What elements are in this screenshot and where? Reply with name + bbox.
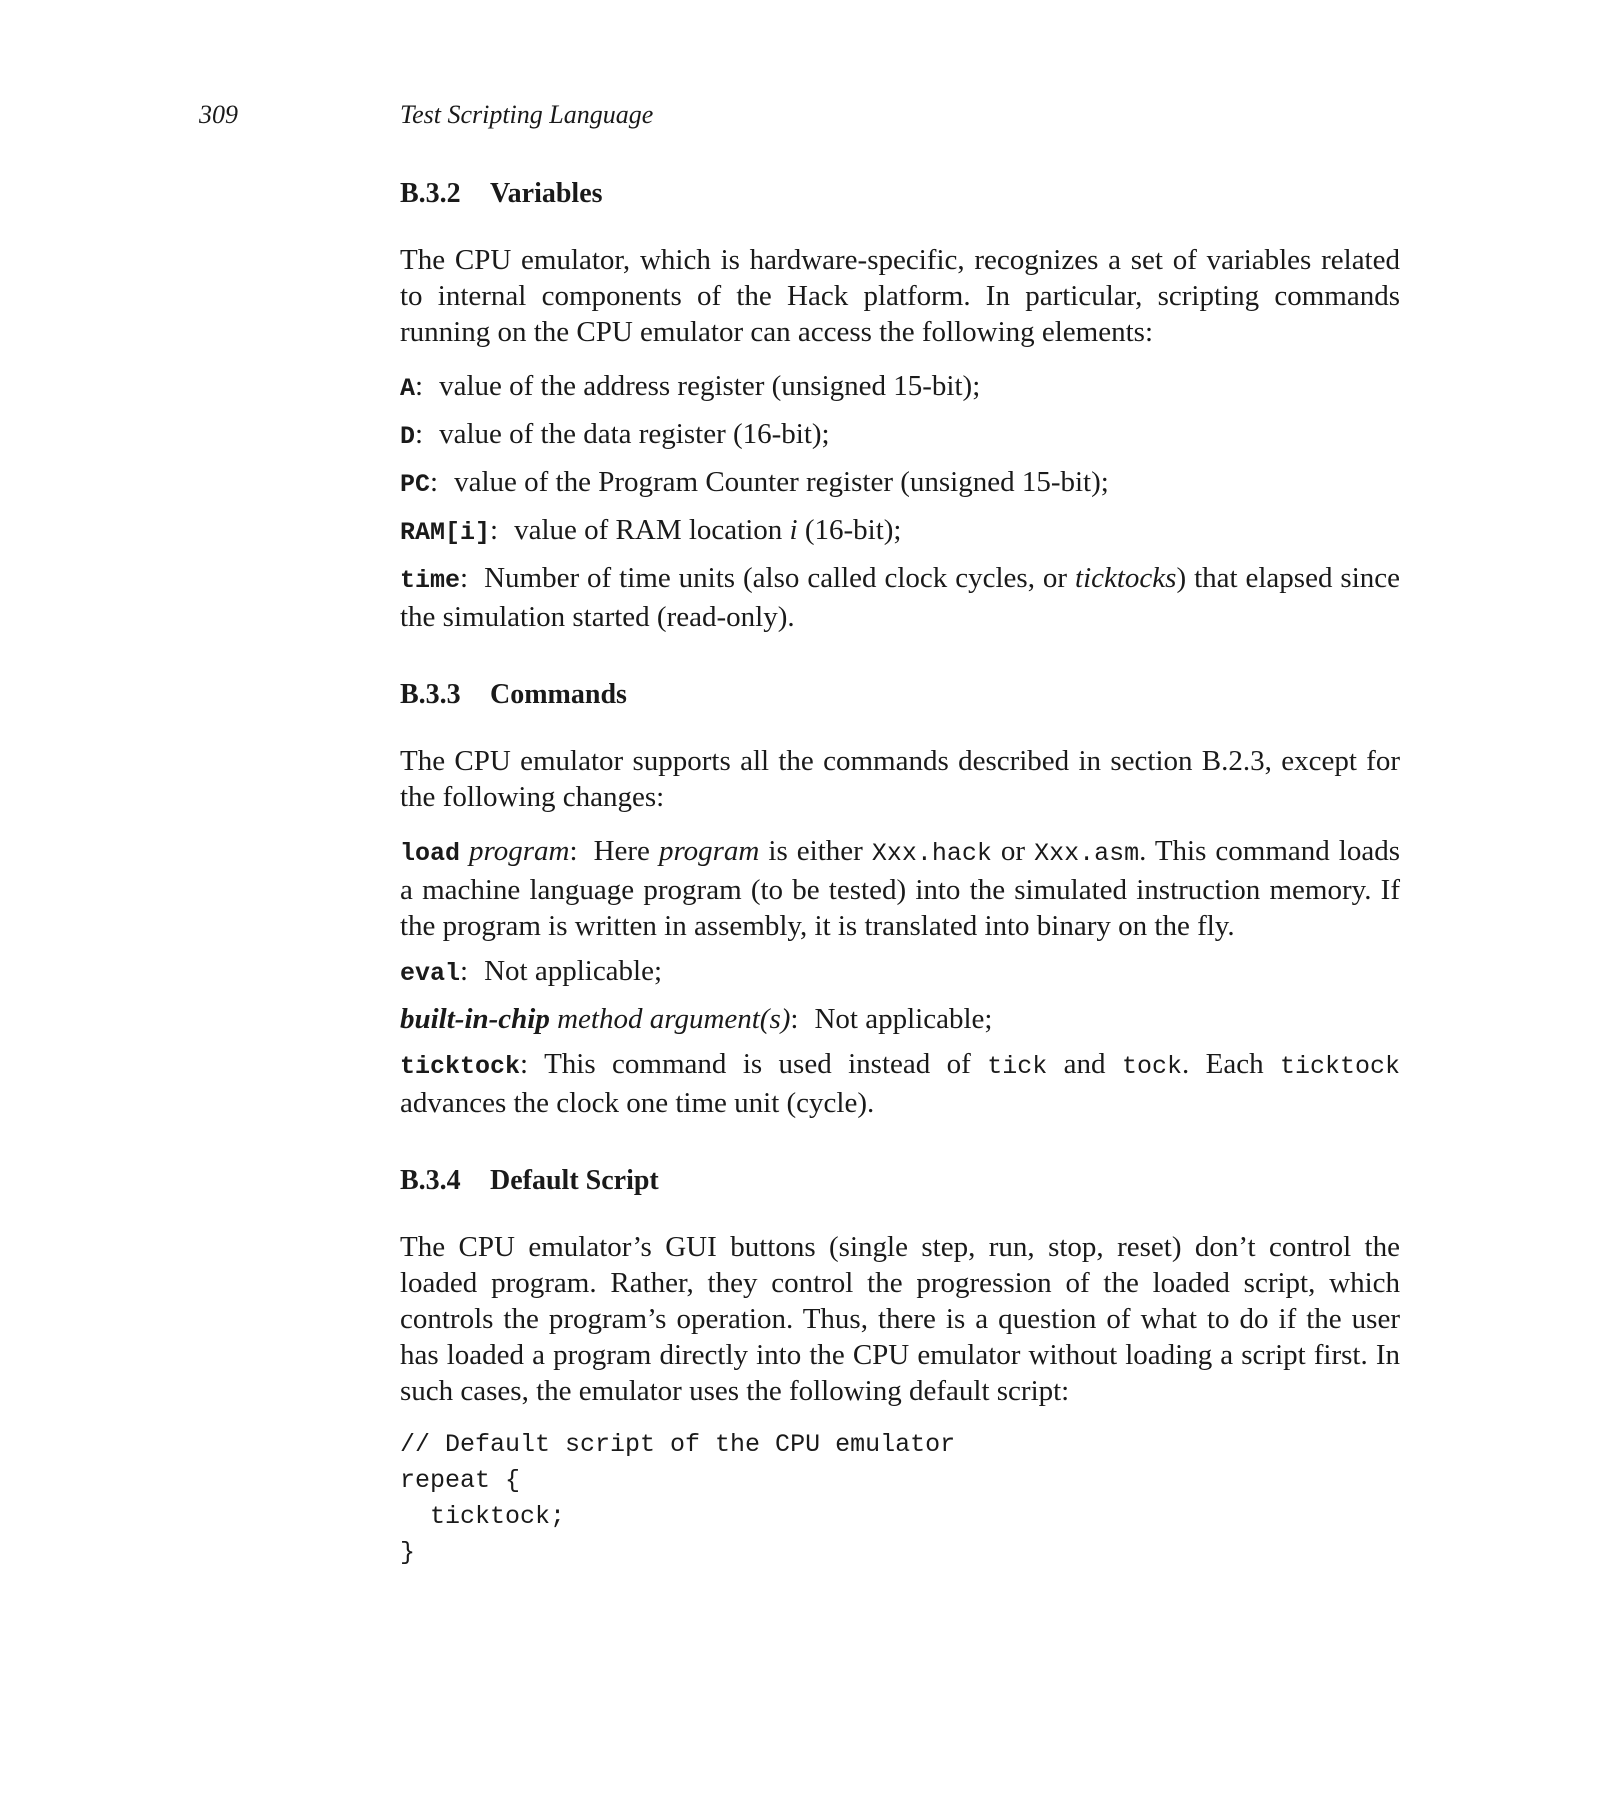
page-content — [400, 176, 1400, 1571]
section-title: Default Script — [490, 1165, 659, 1196]
variable-term: PC — [400, 470, 431, 499]
variable-term: D — [400, 422, 416, 451]
variable-item-time — [400, 560, 1400, 635]
command-desc-code: Xxx.asm — [1034, 839, 1140, 868]
command-desc: . This command loads a machine language program (to be tested) into the simulated instruction memory. If the program is written in assembly, it is translated into binary on the fly. — [400, 835, 1401, 942]
term-punct: : — [460, 955, 469, 987]
variable-item-ram — [400, 512, 1400, 551]
term-punct: : — [430, 466, 439, 498]
section-heading-default-script — [400, 1163, 1400, 1199]
command-term: built-in-chip — [400, 1003, 550, 1035]
term-punct: : — [415, 418, 424, 450]
term-punct: : — [569, 835, 578, 867]
command-arg: method argument(s) — [549, 1003, 791, 1035]
command-item-ticktock — [400, 1046, 1400, 1121]
section-number: B.3.4 — [400, 1165, 461, 1196]
commands-intro: The CPU emulator supports all the commands described in section B.2.3, except for the following changes: — [400, 745, 1400, 813]
term-punct: : — [460, 562, 469, 594]
command-item-load — [400, 833, 1400, 944]
variable-term: RAM[i] — [400, 518, 491, 547]
variable-item-a — [400, 368, 1400, 407]
code-line: } — [400, 1538, 416, 1567]
command-desc: Not applicable; — [814, 1003, 993, 1035]
variable-desc: value of the Program Counter register (unsigned 15-bit); — [454, 466, 1109, 498]
page-number: 309 — [199, 100, 238, 129]
variable-term: time — [400, 566, 461, 595]
command-desc-code: ticktock — [1279, 1052, 1400, 1081]
variable-desc: ) that elapsed since the simulation started (read-only). — [400, 562, 1400, 633]
command-desc: is either — [759, 835, 872, 867]
term-punct: : — [790, 1003, 799, 1035]
variable-item-pc — [400, 464, 1400, 503]
code-line: ticktock; — [400, 1502, 566, 1531]
running-title: Test Scripting Language — [400, 100, 654, 129]
code-block — [400, 1427, 1400, 1571]
command-term: eval — [400, 959, 461, 988]
default-script-intro: The CPU emulator’s GUI buttons (single step, run, stop, reset) don’t control the loaded program. Rather, they control the progression of the loaded script, which controls the program’s operation. Thus, there is a question of what to do if the user has loaded a program directly into the CPU emulator without loading a script first. In such cases, the emulator uses the following default script: — [400, 1231, 1400, 1407]
command-term: load — [400, 839, 461, 868]
command-desc: Not applicable; — [484, 955, 663, 987]
section-heading-variables — [400, 176, 1400, 212]
command-desc: . Each — [1181, 1048, 1280, 1080]
variable-item-d — [400, 416, 1400, 455]
code-line: repeat { — [400, 1466, 521, 1495]
section-title: Commands — [490, 679, 627, 710]
command-desc: Here — [593, 835, 659, 867]
term-punct: : — [415, 370, 424, 402]
section-variables — [400, 176, 1400, 635]
variable-desc-italic: i — [789, 514, 798, 546]
variable-desc: (16-bit); — [797, 514, 902, 546]
section-commands — [400, 677, 1400, 1121]
command-term: ticktock — [400, 1052, 521, 1081]
section-heading-commands — [400, 677, 1400, 713]
command-desc: and — [1047, 1048, 1122, 1080]
command-arg: program — [469, 835, 570, 867]
variable-desc: Number of time units (also called clock cycles, or — [484, 562, 1076, 594]
term-punct: : — [490, 514, 499, 546]
command-item-eval — [400, 953, 1400, 992]
variables-intro: The CPU emulator, which is hardware-specific, recognizes a set of variables related to internal components of the Hack platform. In particular, scripting commands running on the CPU emulator can access the following elements: — [400, 244, 1400, 348]
command-desc: This command is used instead of — [544, 1048, 988, 1080]
running-head — [0, 97, 1600, 133]
command-item-builtin — [400, 1001, 1400, 1037]
command-desc-code: tick — [987, 1052, 1048, 1081]
variable-desc: value of the data register (16-bit); — [439, 418, 830, 450]
variable-term: A — [400, 374, 416, 403]
variable-desc: value of the address register (unsigned 15-bit); — [439, 370, 981, 402]
command-desc-italic: program — [658, 835, 760, 867]
command-desc: advances the clock one time unit (cycle). — [400, 1087, 875, 1119]
section-number: B.3.3 — [400, 679, 461, 710]
variable-desc: value of RAM location — [514, 514, 790, 546]
section-default-script — [400, 1163, 1400, 1571]
command-desc-code: tock — [1121, 1052, 1182, 1081]
command-desc: or — [991, 835, 1035, 867]
command-desc-code: Xxx.hack — [871, 839, 992, 868]
section-title: Variables — [490, 178, 603, 209]
section-number: B.3.2 — [400, 178, 461, 209]
variable-desc-italic: ticktocks — [1075, 562, 1177, 594]
code-line: // Default script of the CPU emulator — [400, 1430, 956, 1459]
term-punct: : — [520, 1048, 529, 1080]
